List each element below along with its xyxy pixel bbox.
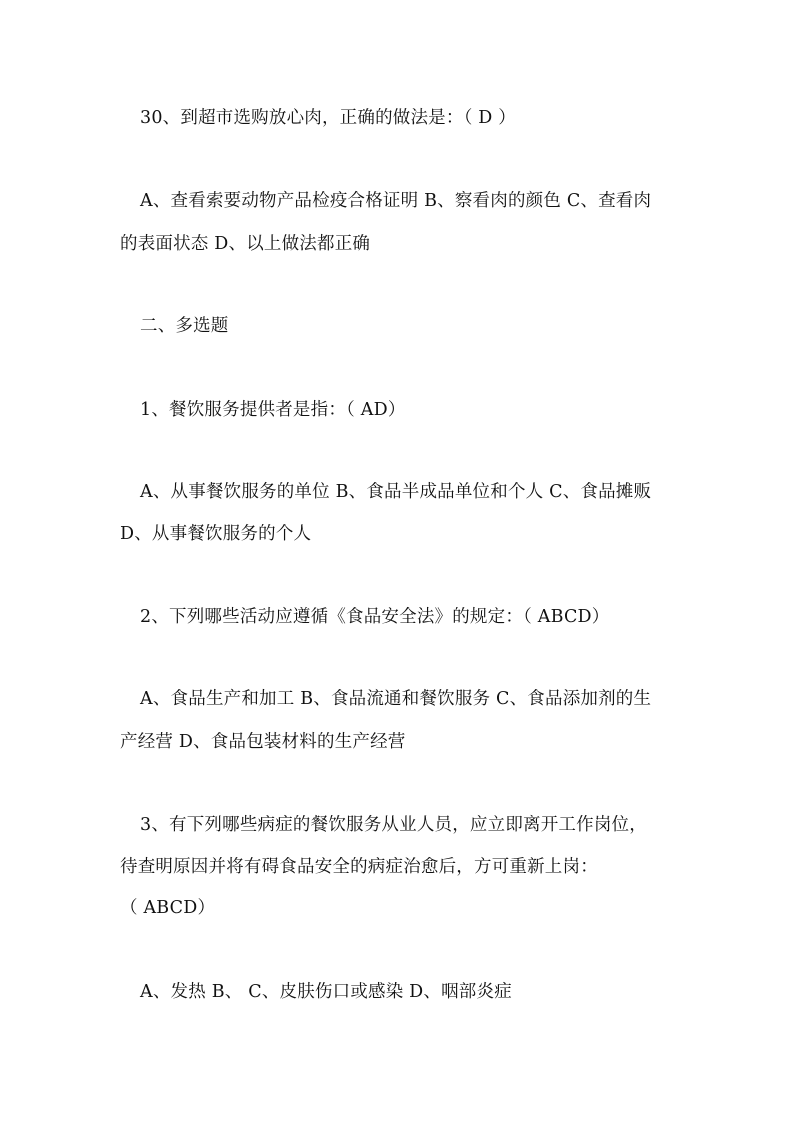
- multi-question-1-stem: 1、餐饮服务提供者是指：（ AD）: [140, 400, 406, 420]
- multi-question-2-stem: 2、下列哪些活动应遵循《食品安全法》的规定：（ ABCD）: [140, 607, 610, 627]
- multi-question-3-stem-line-3: （ ABCD）: [120, 898, 216, 918]
- multi-question-1-options-line-1: A、从事餐饮服务的单位 B、食品半成品单位和个人 C、食品摊贩: [140, 482, 652, 502]
- multi-question-3-stem-line-1: 3、有下列哪些病症的餐饮服务从业人员，应立即离开工作岗位，: [140, 815, 647, 835]
- multi-question-2-options-line-2: 产经营 D、食品包装材料的生产经营: [120, 732, 406, 752]
- multi-question-3-stem-line-2: 待查明原因并将有碍食品安全的病症治愈后，方可重新上岗：: [120, 857, 598, 877]
- section-heading-multiple-choice: 二、多选题: [140, 316, 229, 336]
- question-30-options-line-2: 的表面状态 D、以上做法都正确: [120, 234, 371, 254]
- question-30-stem: 30、到超市选购放心肉，正确的做法是：（ D ）: [140, 108, 516, 128]
- multi-question-3-options-line-1: A、发热 B、 C、皮肤伤口或感染 D、咽部炎症: [140, 982, 512, 1002]
- multi-question-1-options-line-2: D、从事餐饮服务的个人: [120, 524, 312, 544]
- multi-question-2-options-line-1: A、食品生产和加工 B、食品流通和餐饮服务 C、食品添加剂的生: [140, 689, 652, 709]
- question-30-options-line-1: A、查看索要动物产品检疫合格证明 B、察看肉的颜色 C、查看肉: [140, 191, 652, 211]
